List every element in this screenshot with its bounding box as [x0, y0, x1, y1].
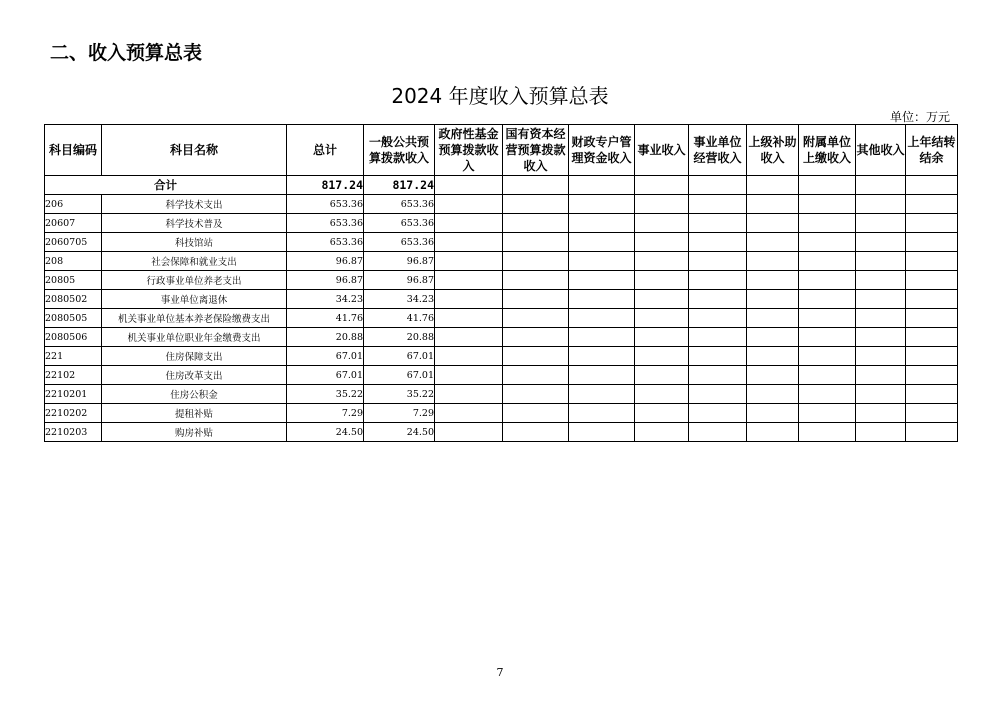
- subject-code: 20805: [45, 271, 102, 290]
- total-amount: 35.22: [287, 385, 364, 404]
- empty-cell: [635, 404, 689, 423]
- empty-cell: [856, 214, 906, 233]
- empty-cell: [689, 195, 747, 214]
- empty-cell: [799, 290, 856, 309]
- subject-name: 行政事业单位养老支出: [102, 271, 287, 290]
- subject-name: 社会保障和就业支出: [102, 252, 287, 271]
- empty-cell: [689, 328, 747, 347]
- column-header: 上年结转结余: [906, 125, 958, 176]
- empty-cell: [799, 423, 856, 442]
- subject-code: 2210203: [45, 423, 102, 442]
- general-budget-amount: 653.36: [364, 233, 435, 252]
- empty-cell: [906, 195, 958, 214]
- column-header: 其他收入: [856, 125, 906, 176]
- subject-code: 2080505: [45, 309, 102, 328]
- empty-cell: [747, 309, 799, 328]
- general-budget-amount: 20.88: [364, 328, 435, 347]
- empty-cell: [856, 404, 906, 423]
- empty-cell: [747, 423, 799, 442]
- empty-cell: [569, 366, 635, 385]
- table-row: [45, 404, 958, 423]
- empty-cell: [635, 233, 689, 252]
- empty-cell: [906, 328, 958, 347]
- empty-cell: [856, 233, 906, 252]
- empty-cell: [799, 347, 856, 366]
- empty-cell: [503, 252, 569, 271]
- table-row: [45, 309, 958, 328]
- subject-name: 住房改革支出: [102, 366, 287, 385]
- subject-code: 20607: [45, 214, 102, 233]
- empty-cell: [689, 366, 747, 385]
- subject-name: 住房保障支出: [102, 347, 287, 366]
- subject-name: 事业单位离退休: [102, 290, 287, 309]
- empty-cell: [503, 423, 569, 442]
- empty-cell: [799, 366, 856, 385]
- empty-cell: [747, 290, 799, 309]
- subject-code: 2210201: [45, 385, 102, 404]
- subject-code: 221: [45, 347, 102, 366]
- empty-cell: [799, 328, 856, 347]
- empty-cell: [435, 404, 503, 423]
- column-header: 科目编码: [45, 125, 102, 176]
- general-budget-amount: 7.29: [364, 404, 435, 423]
- empty-cell: [747, 214, 799, 233]
- empty-cell: [799, 233, 856, 252]
- empty-cell: [435, 214, 503, 233]
- empty-cell: [435, 423, 503, 442]
- empty-cell: [569, 385, 635, 404]
- subject-name: 购房补贴: [102, 423, 287, 442]
- table-row: [45, 385, 958, 404]
- empty-cell: [856, 328, 906, 347]
- empty-cell: [503, 404, 569, 423]
- empty-cell: [856, 385, 906, 404]
- column-header: 科目名称: [102, 125, 287, 176]
- total-amount: 653.36: [287, 233, 364, 252]
- empty-cell: [635, 252, 689, 271]
- general-budget-amount: 96.87: [364, 271, 435, 290]
- empty-cell: [569, 347, 635, 366]
- empty-cell: [503, 271, 569, 290]
- total-amount: 817.24: [287, 176, 364, 195]
- column-header: 事业单位经营收入: [689, 125, 747, 176]
- page-number: 7: [496, 666, 504, 679]
- total-row: [45, 176, 958, 195]
- empty-cell: [569, 309, 635, 328]
- total-amount: 67.01: [287, 347, 364, 366]
- empty-cell: [689, 347, 747, 366]
- column-header: 总计: [287, 125, 364, 176]
- total-amount: 7.29: [287, 404, 364, 423]
- empty-cell: [689, 290, 747, 309]
- table-row: [45, 347, 958, 366]
- column-header: 上级补助收入: [747, 125, 799, 176]
- empty-cell: [906, 271, 958, 290]
- empty-cell: [503, 328, 569, 347]
- empty-cell: [635, 347, 689, 366]
- empty-cell: [569, 252, 635, 271]
- empty-cell: [635, 366, 689, 385]
- empty-cell: [635, 328, 689, 347]
- column-header: 附属单位上缴收入: [799, 125, 856, 176]
- empty-cell: [635, 423, 689, 442]
- subject-name: 提租补贴: [102, 404, 287, 423]
- empty-cell: [435, 233, 503, 252]
- subject-name: 机关事业单位职业年金缴费支出: [102, 328, 287, 347]
- empty-cell: [906, 214, 958, 233]
- general-budget-amount: 653.36: [364, 214, 435, 233]
- empty-cell: [856, 347, 906, 366]
- column-header: 财政专户管理资金收入: [569, 125, 635, 176]
- empty-cell: [747, 366, 799, 385]
- empty-cell: [856, 195, 906, 214]
- subject-code: 22102: [45, 366, 102, 385]
- empty-cell: [906, 366, 958, 385]
- column-header: 事业收入: [635, 125, 689, 176]
- empty-cell: [856, 309, 906, 328]
- empty-cell: [689, 271, 747, 290]
- total-amount: 34.23: [287, 290, 364, 309]
- empty-cell: [635, 271, 689, 290]
- empty-cell: [799, 309, 856, 328]
- empty-cell: [503, 290, 569, 309]
- empty-cell: [635, 309, 689, 328]
- column-header: 国有资本经营预算拨款收入: [503, 125, 569, 176]
- empty-cell: [435, 195, 503, 214]
- total-label: 合计: [45, 176, 287, 195]
- table-row: [45, 252, 958, 271]
- empty-cell: [503, 233, 569, 252]
- empty-cell: [569, 233, 635, 252]
- empty-cell: [503, 385, 569, 404]
- empty-cell: [747, 328, 799, 347]
- empty-cell: [856, 366, 906, 385]
- subject-code: 2210202: [45, 404, 102, 423]
- empty-cell: [569, 423, 635, 442]
- subject-code: 2060705: [45, 233, 102, 252]
- empty-cell: [569, 290, 635, 309]
- column-header: 政府性基金预算拨款收入: [435, 125, 503, 176]
- empty-cell: [503, 309, 569, 328]
- table-row: [45, 290, 958, 309]
- general-budget-amount: 67.01: [364, 347, 435, 366]
- empty-cell: [799, 214, 856, 233]
- empty-cell: [503, 347, 569, 366]
- unit-label: 单位：万元: [889, 110, 950, 124]
- empty-cell: [747, 385, 799, 404]
- empty-cell: [435, 328, 503, 347]
- empty-cell: [635, 290, 689, 309]
- empty-cell: [747, 347, 799, 366]
- table-row: [45, 271, 958, 290]
- page-title: 2024 年度收入预算总表: [391, 84, 609, 108]
- table-row: [45, 214, 958, 233]
- empty-cell: [799, 271, 856, 290]
- subject-code: 2080506: [45, 328, 102, 347]
- empty-cell: [906, 385, 958, 404]
- table-row: [45, 423, 958, 442]
- income-budget-table: [44, 124, 958, 442]
- empty-cell: [635, 214, 689, 233]
- empty-cell: [906, 404, 958, 423]
- subject-name: 科技馆站: [102, 233, 287, 252]
- empty-cell: [435, 309, 503, 328]
- empty-cell: [503, 214, 569, 233]
- total-amount: 653.36: [287, 214, 364, 233]
- empty-cell: [635, 195, 689, 214]
- table-header-row: [45, 125, 958, 176]
- general-budget-amount: 67.01: [364, 366, 435, 385]
- general-budget-amount: 653.36: [364, 195, 435, 214]
- empty-cell: [635, 385, 689, 404]
- total-amount: 24.50: [287, 423, 364, 442]
- empty-cell: [799, 195, 856, 214]
- empty-cell: [856, 271, 906, 290]
- subject-name: 机关事业单位基本养老保险缴费支出: [102, 309, 287, 328]
- subject-code: 206: [45, 195, 102, 214]
- empty-cell: [569, 195, 635, 214]
- empty-cell: [906, 233, 958, 252]
- empty-cell: [747, 271, 799, 290]
- total-amount: 67.01: [287, 366, 364, 385]
- empty-cell: [435, 252, 503, 271]
- empty-cell: [689, 423, 747, 442]
- empty-cell: [569, 214, 635, 233]
- empty-cell: [689, 214, 747, 233]
- total-general-budget: 817.24: [364, 176, 435, 195]
- subject-code: 208: [45, 252, 102, 271]
- total-amount: 20.88: [287, 328, 364, 347]
- empty-cell: [799, 385, 856, 404]
- empty-cell: [435, 290, 503, 309]
- subject-name: 科学技术普及: [102, 214, 287, 233]
- empty-cell: [689, 233, 747, 252]
- column-header: 一般公共预算拨款收入: [364, 125, 435, 176]
- total-amount: 41.76: [287, 309, 364, 328]
- general-budget-amount: 96.87: [364, 252, 435, 271]
- general-budget-amount: 24.50: [364, 423, 435, 442]
- empty-cell: [435, 385, 503, 404]
- empty-cell: [856, 290, 906, 309]
- general-budget-amount: 41.76: [364, 309, 435, 328]
- empty-cell: [747, 404, 799, 423]
- empty-cell: [747, 233, 799, 252]
- empty-cell: [906, 347, 958, 366]
- general-budget-amount: 35.22: [364, 385, 435, 404]
- empty-cell: [435, 271, 503, 290]
- empty-cell: [689, 385, 747, 404]
- total-amount: 96.87: [287, 271, 364, 290]
- section-heading: 二、收入预算总表: [50, 42, 203, 64]
- empty-cell: [747, 195, 799, 214]
- subject-code: 2080502: [45, 290, 102, 309]
- empty-cell: [689, 252, 747, 271]
- subject-name: 住房公积金: [102, 385, 287, 404]
- empty-cell: [906, 423, 958, 442]
- table-row: [45, 328, 958, 347]
- empty-cell: [799, 404, 856, 423]
- empty-cell: [569, 271, 635, 290]
- empty-cell: [569, 328, 635, 347]
- empty-cell: [799, 252, 856, 271]
- empty-cell: [747, 252, 799, 271]
- empty-cell: [503, 195, 569, 214]
- empty-cell: [906, 290, 958, 309]
- empty-cell: [906, 309, 958, 328]
- total-amount: 96.87: [287, 252, 364, 271]
- empty-cell: [569, 404, 635, 423]
- general-budget-amount: 34.23: [364, 290, 435, 309]
- empty-cell: [689, 404, 747, 423]
- table-row: [45, 366, 958, 385]
- empty-cell: [689, 309, 747, 328]
- subject-name: 科学技术支出: [102, 195, 287, 214]
- empty-cell: [856, 252, 906, 271]
- empty-cell: [435, 347, 503, 366]
- empty-cell: [856, 423, 906, 442]
- empty-cell: [435, 366, 503, 385]
- empty-cell: [906, 252, 958, 271]
- total-amount: 653.36: [287, 195, 364, 214]
- table-row: [45, 233, 958, 252]
- table-row: [45, 195, 958, 214]
- empty-cell: [503, 366, 569, 385]
